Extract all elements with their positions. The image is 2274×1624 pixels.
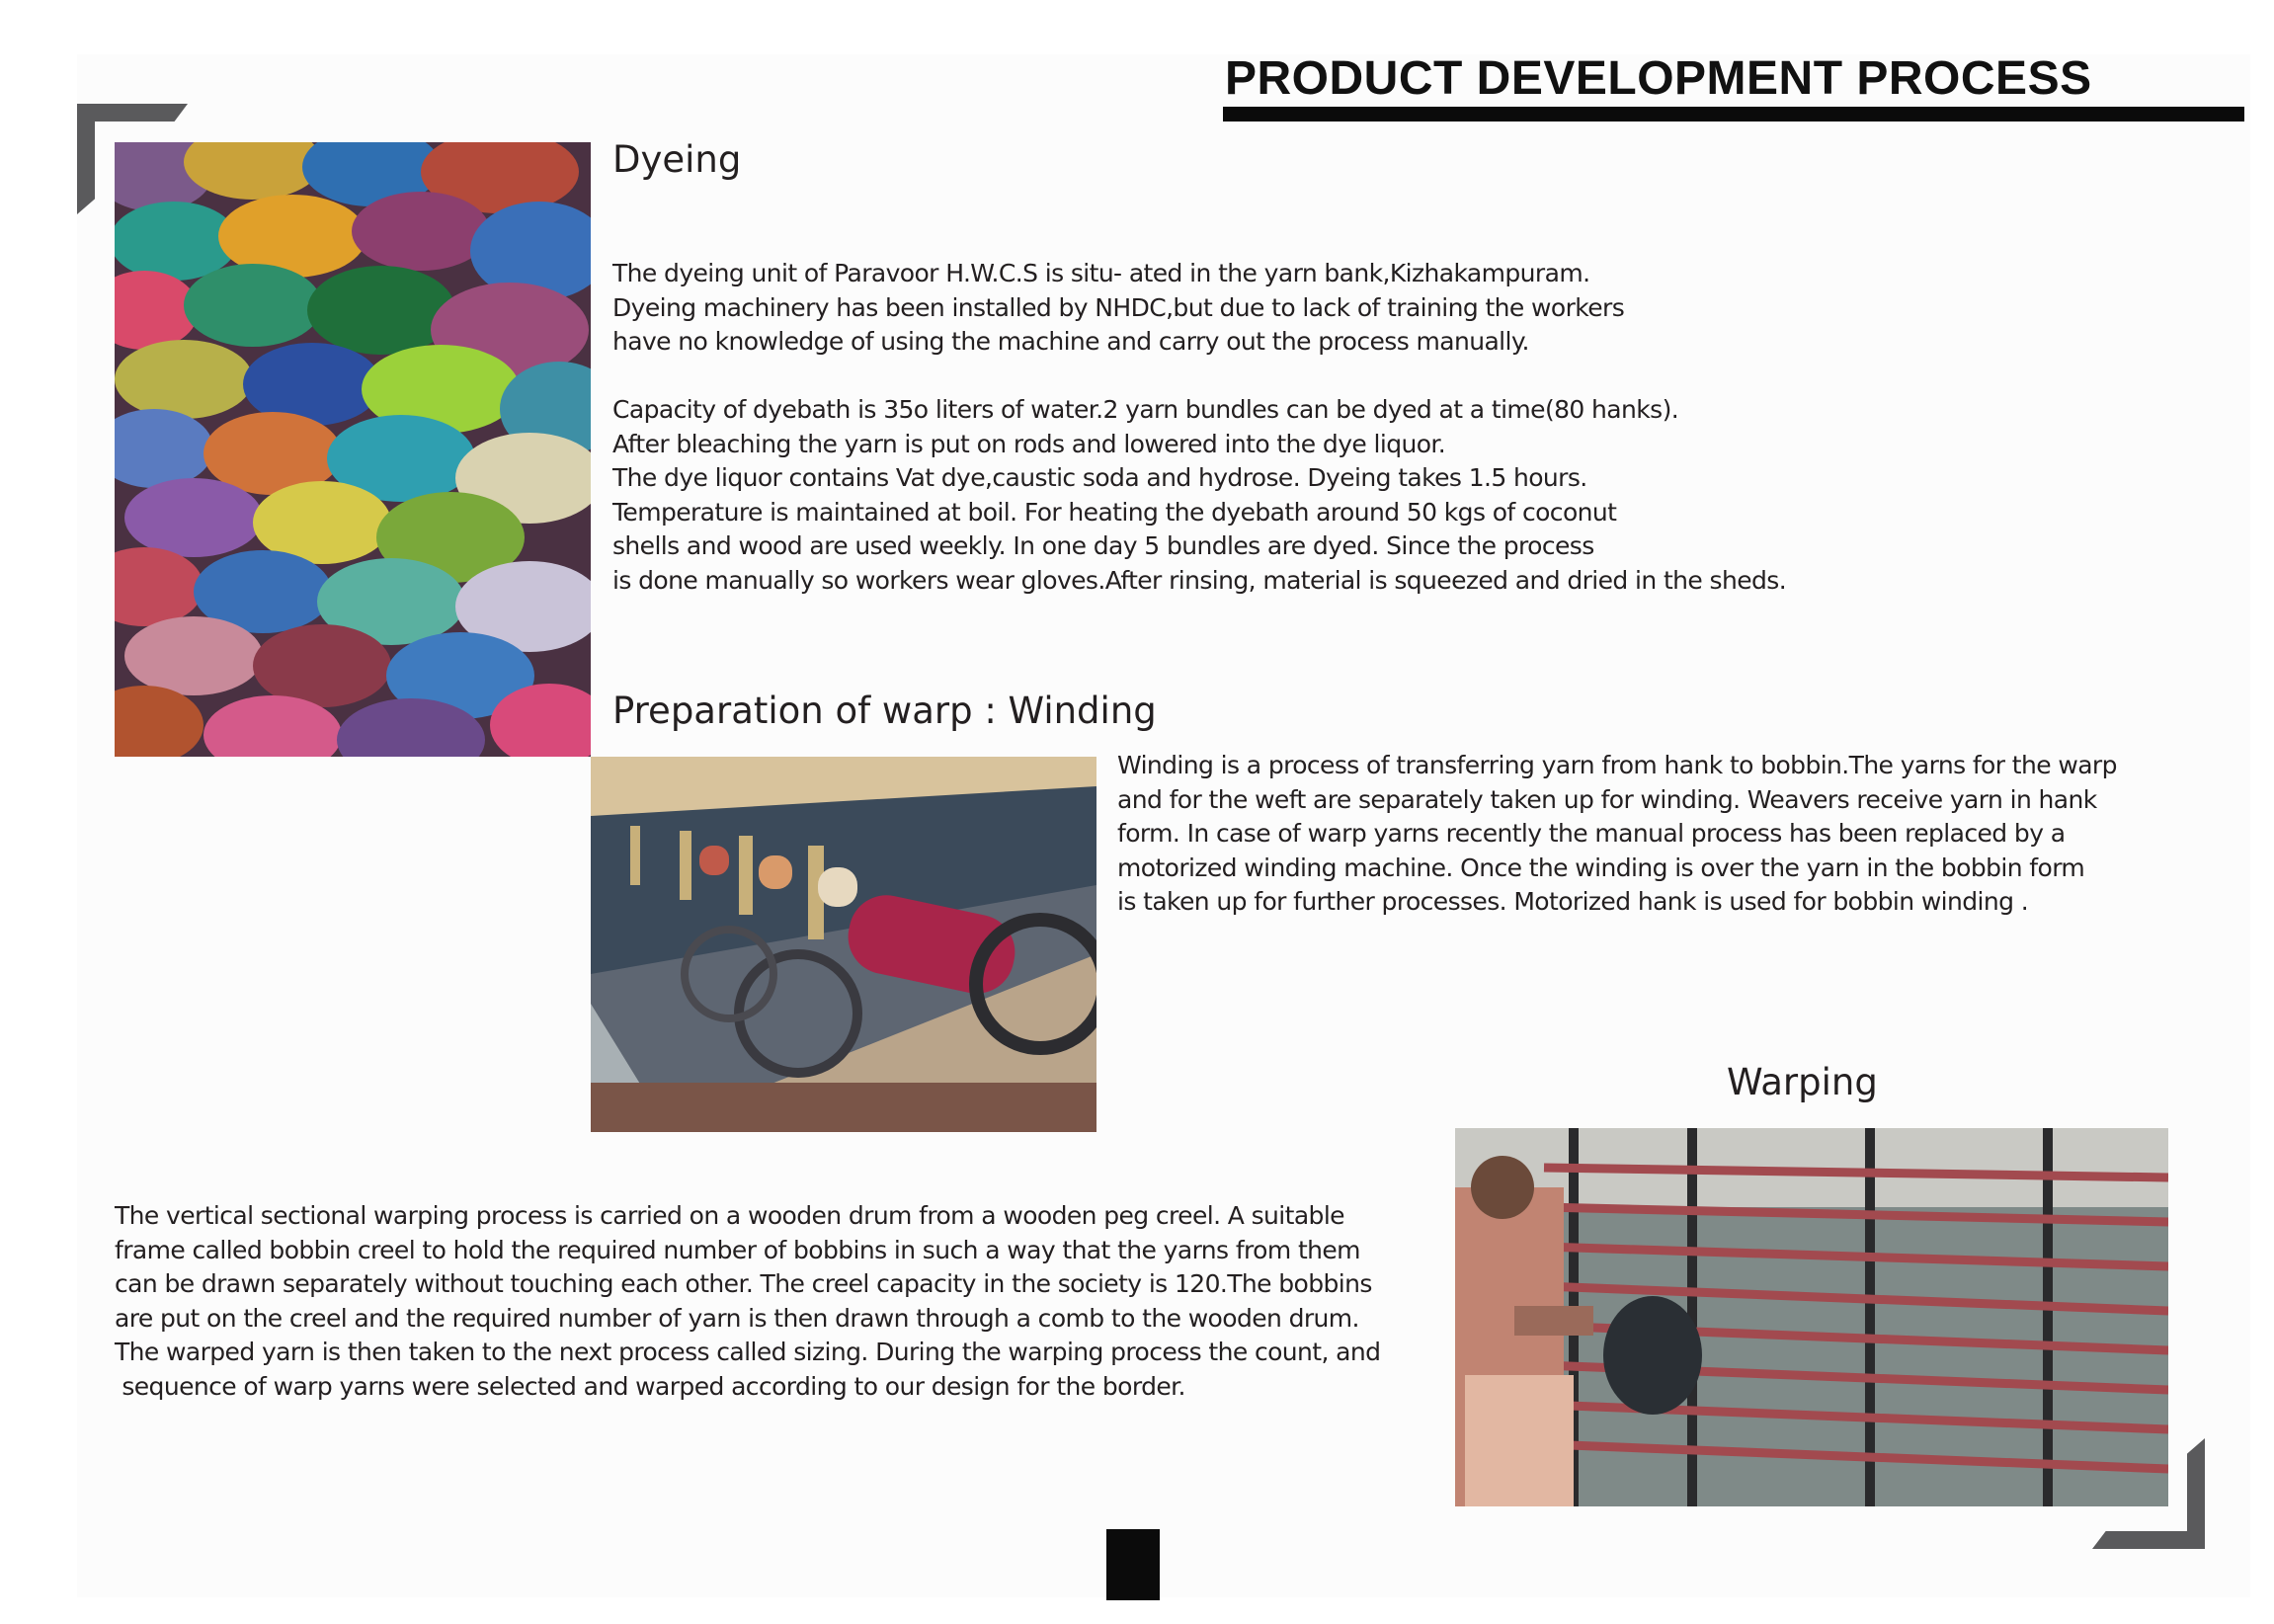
winding-photo xyxy=(591,757,1096,1132)
text-line: Winding is a process of transferring yarn from hank to bobbin.The yarns for the warp xyxy=(1117,751,2117,779)
text-line: have no knowledge of using the machine and carry out the process manually. xyxy=(612,327,1529,356)
text-line: Dyeing machinery has been installed by NHDC,but due to lack of training the workers xyxy=(612,292,1625,322)
dyeing-title: Dyeing xyxy=(612,138,742,181)
text-line: is taken up for further processes. Motorized hank is used for bobbin winding . xyxy=(1117,887,2029,916)
warping-title: Warping xyxy=(1727,1061,1878,1103)
dyeing-paragraph-2 xyxy=(612,393,1786,598)
text-line: After bleaching the yarn is put on rods and lowered into the dye liquor. xyxy=(612,429,1446,458)
text-line: is done manually so workers wear gloves.After rinsing, material is squeezed and dried in the sheds. xyxy=(612,565,1787,595)
warping-photo xyxy=(1455,1128,2168,1506)
text-line: can be drawn separately without touching each other. The creel capacity in the society is 120.The bobbins xyxy=(115,1269,1372,1298)
title-underline xyxy=(1223,107,2244,122)
text-line: and for the weft are separately taken up for winding. Weavers receive yarn in hank xyxy=(1117,784,2097,814)
warping-paragraph xyxy=(115,1199,1380,1404)
winding-title: Preparation of warp : Winding xyxy=(612,690,1157,732)
page-title: PRODUCT DEVELOPMENT PROCESS xyxy=(1225,52,2092,105)
page-marker xyxy=(1106,1529,1160,1600)
yarn-hanks-image xyxy=(115,142,591,757)
winding-paragraph xyxy=(1117,749,2117,920)
dyeing-photo xyxy=(115,142,591,757)
text-line: are put on the creel and the required number of yarn is then drawn through a comb to the wooden drum. xyxy=(115,1303,1359,1333)
text-line: form. In case of warp yarns recently the manual process has been replaced by a xyxy=(1117,819,2066,848)
text-line: The dyeing unit of Paravoor H.W.C.S is situ- ated in the yarn bank,Kizhakampuram. xyxy=(612,259,1590,287)
winding-machine-image xyxy=(591,757,1096,1132)
dyeing-paragraph-1 xyxy=(612,257,1624,360)
corner-bracket-bottom-right-vertical xyxy=(2187,1438,2205,1549)
text-line: The vertical sectional warping process is carried on a wooden drum from a wooden peg creel. A suitable xyxy=(115,1201,1344,1230)
text-line: frame called bobbin creel to hold the required number of bobbins in such a way that the yarns from them xyxy=(115,1235,1360,1264)
text-line: Capacity of dyebath is 35o liters of water.2 yarn bundles can be dyed at a time(80 hanks). xyxy=(612,395,1679,424)
text-line: motorized winding machine. Once the winding is over the yarn in the bobbin form xyxy=(1117,853,2085,882)
text-line: Temperature is maintained at boil. For heating the dyebath around 50 kgs of coconut xyxy=(612,497,1617,527)
warping-drum-image xyxy=(1455,1128,2168,1506)
corner-bracket-top-left-vertical xyxy=(77,104,95,214)
text-line: The dye liquor contains Vat dye,caustic soda and hydrose. Dyeing takes 1.5 hours. xyxy=(612,463,1587,492)
text-line: The warped yarn is then taken to the next process called sizing. During the warping process the count, and xyxy=(115,1338,1381,1366)
text-line: sequence of warp yarns were selected and warped according to our design for the border. xyxy=(115,1371,1185,1401)
text-line: shells and wood are used weekly. In one day 5 bundles are dyed. Since the process xyxy=(612,531,1594,560)
